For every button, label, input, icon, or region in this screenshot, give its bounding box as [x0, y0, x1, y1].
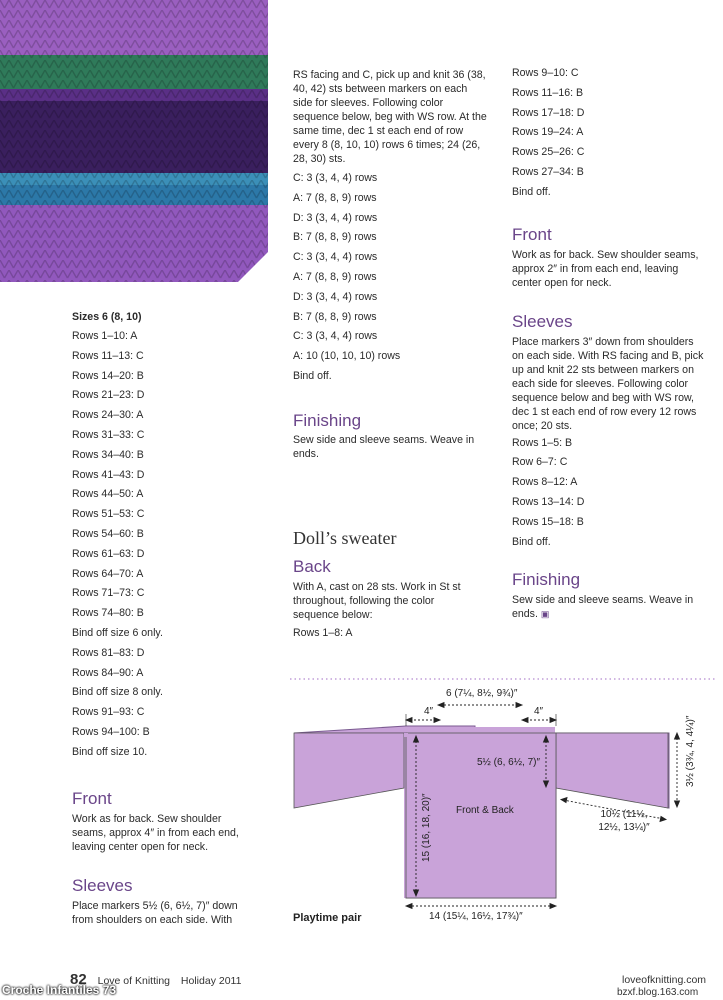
body-length-label	[421, 793, 432, 862]
list-item: Rows 9–10: C	[512, 67, 579, 79]
magazine-name: Love of Knitting	[97, 975, 170, 987]
list-item: A: 10 (10, 10, 10) rows	[293, 350, 401, 363]
list-item: Bind off size 8 only.	[72, 686, 163, 699]
list-item: C: 3 (3, 4, 4) rows	[293, 172, 378, 184]
top-width-dimension	[438, 703, 522, 708]
list-item: Rows 1–10: A	[72, 330, 138, 342]
list-item: Rows 84–90: A	[72, 666, 144, 679]
sleeve-end-label	[685, 716, 696, 787]
list-item: Rows 11–13: C	[72, 349, 144, 362]
list-item: Rows 51–53: C	[72, 508, 145, 521]
body-length-text: 15 (16, 18, 20)″	[421, 793, 432, 862]
list-item: Rows 25–26: C	[512, 146, 585, 159]
list-item: Rows 44–50: A	[72, 488, 144, 501]
list-item: Rows 41–43: D	[72, 468, 145, 481]
finishing-heading: Finishing	[293, 410, 362, 430]
list-item: D: 3 (3, 4, 4) rows	[293, 290, 378, 303]
front-text: Work as for back. Sew shoulder seams, approx 4″ in from each end, leaving center open for neck.	[72, 812, 239, 853]
sleeve-length-label	[588, 808, 660, 834]
sleeve-end-text: 3½ (3¾, 4, 4¼)″	[685, 715, 696, 787]
bottom-width-dimension	[406, 904, 556, 909]
list-item: Rows 54–60: B	[72, 527, 144, 540]
watermark-left: Croche Infantiles 73	[2, 983, 117, 997]
left-sleeve	[294, 733, 404, 808]
list-item: Rows 13–14: D	[512, 495, 585, 508]
list-item: Bind off size 10.	[72, 745, 148, 758]
list-item: Rows 17–18: D	[512, 106, 585, 119]
list-item: Rows 14–20: B	[72, 369, 144, 382]
list-item: Rows 91–93: C	[72, 706, 145, 719]
website: loveofknitting.com	[622, 974, 707, 986]
list-item: Rows 61–63: D	[72, 547, 145, 560]
list-item: Rows 15–18: B	[512, 515, 584, 528]
back-text: With A, cast on 28 sts. Work in St st throughout, following the color sequence below:	[293, 580, 461, 621]
list-item: B: 7 (8, 8, 9) rows	[293, 310, 377, 323]
list-item: Row 6–7: C	[512, 456, 568, 469]
back-heading: Back	[293, 556, 331, 576]
list-item: Rows 71–73: C	[72, 587, 145, 600]
list-item: Bind off size 6 only.	[72, 626, 163, 639]
doll-finishing-heading: Finishing	[512, 570, 581, 590]
sleeve-length-text: 10½ (11½, 12½, 13¼)″	[598, 809, 650, 833]
list-item: Rows 94–100: B	[72, 725, 150, 738]
doll-finishing-body: Sew side and sleeve seams. Weave in ends.	[512, 594, 694, 621]
front-heading: Front	[72, 788, 112, 808]
finishing-text: Sew side and sleeve seams. Weave in ends.	[293, 433, 475, 460]
watermark-right: bzxf.blog.163.com	[617, 987, 699, 998]
doll-front-text: Work as for back. Sew shoulder seams, approx 2″ in from each end, leaving center open for neck.	[512, 248, 699, 289]
doll-sleeves-text: Place markers 3″ down from shoulders on each side. With RS facing and B, pick up and knit 22 sts between markers on each side for sleeves. Following color sequence below and beg with WS row, dec 1 st each end of row every 12 rows once; 20 sts.	[512, 335, 704, 432]
armhole-label: 5½ (6, 6½, 7)″	[477, 757, 541, 768]
list-item: B: 7 (8, 8, 9) rows	[293, 231, 377, 244]
list-item: Bind off.	[512, 185, 551, 198]
doll-front-heading: Front	[512, 224, 552, 244]
list-item: Rows 27–34: B	[512, 165, 584, 178]
sleeve-intro-text: RS facing and C, pick up and knit 36 (38, 40, 42) sts between markers on each side for sleeves. Following color sequence below, beg with WS row. At the same time, dec 1 st each end of row every 8 (8, 10, 10) rows 6 times; 24 (26, 28, 30) sts.	[293, 69, 487, 165]
page-number: 82	[70, 971, 87, 988]
list-item: Rows 11–16: B	[512, 86, 584, 99]
sleeves-heading: Sleeves	[72, 875, 133, 895]
doll-sweater-heading: Doll’s sweater	[293, 527, 397, 548]
list-item: Rows 81–83: D	[72, 646, 145, 659]
list-item: Rows 34–40: B	[72, 448, 144, 461]
sleeves-text: Place markers 5½ (6, 6½, 7)″ down from shoulders on each side. With	[72, 899, 238, 926]
list-item: Rows 1–5: B	[512, 436, 573, 449]
list-item: C: 3 (3, 4, 4) rows	[293, 251, 378, 264]
diagram-caption: Playtime pair	[293, 912, 362, 924]
body-label: Front & Back	[456, 805, 514, 816]
sizes-heading: Sizes 6 (8, 10)	[72, 311, 142, 323]
list-item: Rows 21–23: D	[72, 389, 145, 402]
list-item: Rows 1–8: A	[293, 626, 353, 639]
list-item: Rows 31–33: C	[72, 428, 145, 441]
list-item: Bind off.	[293, 369, 332, 382]
list-item: Rows 74–80: B	[72, 607, 144, 620]
list-item: A: 7 (8, 8, 9) rows	[293, 270, 377, 283]
list-item: Bind off.	[512, 535, 551, 548]
top-width-label: 6 (7¼, 8½, 9¾)″	[446, 688, 518, 699]
list-item: Rows 8–12: A	[512, 476, 578, 489]
right-sleeve	[556, 733, 668, 808]
end-mark-icon: ▣	[540, 609, 550, 620]
list-item: C: 3 (3, 4, 4) rows	[293, 330, 378, 343]
list-item: A: 7 (8, 8, 9) rows	[293, 191, 377, 204]
shoulder-right-label: 4″	[534, 706, 544, 717]
shoulder-left-label: 4″	[424, 706, 434, 717]
list-item: Rows 24–30: A	[72, 409, 144, 422]
sleeve-end-dimension	[675, 733, 680, 807]
issue-name: Holiday 2011	[180, 975, 242, 987]
bottom-width-label: 14 (15¼, 16½, 17¾)″	[429, 911, 523, 922]
list-item: Rows 19–24: A	[512, 126, 584, 139]
list-item: D: 3 (3, 4, 4) rows	[293, 211, 378, 224]
doll-sleeves-heading: Sleeves	[512, 311, 573, 331]
list-item: Rows 64–70: A	[72, 567, 144, 580]
